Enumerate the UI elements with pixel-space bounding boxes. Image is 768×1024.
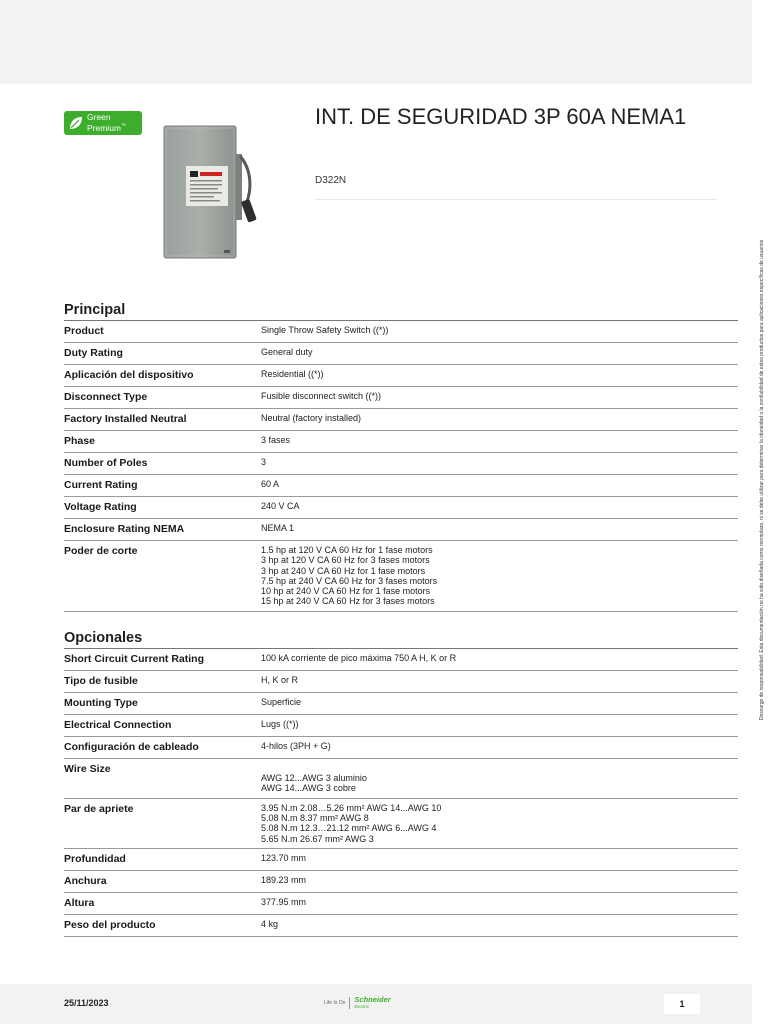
spec-value-line: 3 hp at 240 V CA 60 Hz for 1 fase motors: [261, 565, 426, 576]
footer-date: 25/11/2023: [64, 998, 109, 1008]
spec-label: Configuración de cableado: [64, 741, 199, 753]
spec-value-line: 10 hp at 240 V CA 60 Hz for 1 fase motors: [261, 586, 431, 597]
spec-value: [261, 675, 738, 692]
spec-value: [261, 763, 738, 798]
spec-value: [261, 545, 738, 611]
spec-label: Tipo de fusible: [64, 675, 138, 687]
table-row: [64, 475, 738, 497]
spec-value-line: 7.5 hp at 240 V CA 60 Hz for 3 fases motors: [261, 575, 438, 586]
table-row: [64, 649, 738, 671]
spec-value-line: 3.95 N.m 2.08…5.26 mm² AWG 14...AWG 10: [261, 802, 442, 813]
green-premium-text: Green Premium™: [87, 112, 127, 133]
spec-value-line: 189.23 mm: [261, 875, 307, 886]
spec-label: Profundidad: [64, 853, 126, 866]
title-divider: [315, 199, 717, 200]
spec-value-line: 5.65 N.m 26.67 mm² AWG 3: [261, 833, 374, 844]
schneider-logo: [324, 996, 391, 1010]
product-reference: D322N: [315, 175, 347, 186]
spec-label: Par de apriete: [64, 802, 134, 815]
table-row: [64, 893, 738, 915]
table-row: [64, 737, 738, 759]
spec-value-line: Superficie: [261, 697, 302, 707]
spec-value: [261, 653, 738, 670]
spec-value: [261, 719, 738, 736]
spec-label: Mounting Type: [64, 697, 138, 709]
safety-switch-image: [160, 120, 260, 262]
disclaimer-sidebar: [756, 190, 768, 770]
spec-label: Number of Poles: [64, 457, 148, 469]
spec-label: Peso del producto: [64, 919, 156, 932]
table-row: [64, 759, 738, 799]
opcionales-section: [64, 630, 738, 937]
spec-value-line: 4 kg: [261, 919, 279, 930]
section-heading: Opcionales: [64, 630, 143, 646]
table-row: [64, 799, 738, 849]
spec-value-line: Lugs ((*)): [261, 719, 299, 729]
principal-section: [64, 302, 738, 612]
spec-value-line: 123.70 mm: [261, 853, 307, 864]
spec-value: [261, 803, 738, 848]
table-row: [64, 715, 738, 737]
spec-value: [261, 697, 738, 714]
spec-value-line: AWG 12...AWG 3 aluminio: [261, 773, 367, 783]
spec-value: [261, 369, 738, 386]
section-heading: Principal: [64, 302, 126, 318]
table-row: [64, 365, 738, 387]
spec-value-line: Fusible disconnect switch ((*)): [261, 391, 382, 401]
spec-label: Current Rating: [64, 479, 138, 491]
spec-value-line: 240 V CA: [261, 501, 300, 511]
logo-separator: [349, 997, 350, 1009]
spec-value: [261, 501, 738, 518]
table-row: [64, 343, 738, 365]
spec-value-line: General duty: [261, 347, 313, 357]
table-row: [64, 409, 738, 431]
table-row: [64, 321, 738, 343]
spec-label: Product: [64, 325, 104, 337]
spec-label: Short Circuit Current Rating: [64, 653, 205, 665]
spec-label: Anchura: [64, 875, 107, 888]
spec-label: Poder de corte: [64, 545, 138, 557]
table-row: [64, 915, 738, 937]
spec-label: Factory Installed Neutral: [64, 413, 187, 425]
spec-value-line: Neutral (factory installed): [261, 413, 362, 423]
spec-value-line: 1.5 hp at 120 V CA 60 Hz for 1 fase motors: [261, 545, 433, 555]
spec-value-line: 3 fases: [261, 435, 291, 445]
spec-value-line: 377.95 mm: [261, 897, 307, 908]
spec-value: [261, 875, 738, 892]
spec-value-line: AWG 14...AWG 3 cobre: [261, 783, 356, 794]
table-row: [64, 541, 738, 612]
spec-label: Voltage Rating: [64, 501, 137, 513]
brand-wordmark: Schneider Electric: [354, 995, 391, 1009]
spec-value: [261, 457, 738, 474]
tagline: Life Is On: [324, 1000, 346, 1006]
spec-value-line: 4-hilos (3PH + G): [261, 741, 331, 751]
spec-value: [261, 435, 738, 452]
spec-label: Aplicación del dispositivo: [64, 369, 194, 381]
spec-table: [64, 649, 738, 937]
spec-value-line: Residential ((*)): [261, 369, 324, 379]
table-row: [64, 671, 738, 693]
spec-value-line: 3: [261, 457, 267, 467]
spec-table: [64, 321, 738, 612]
spec-value: [261, 919, 738, 936]
table-row: [64, 431, 738, 453]
spec-label: Wire Size: [64, 763, 111, 775]
spec-label: Disconnect Type: [64, 391, 148, 403]
product-title: INT. DE SEGURIDAD 3P 60A NEMA1: [315, 104, 687, 129]
spec-value-line: 60 A: [261, 479, 280, 489]
spec-value: [261, 523, 738, 540]
spec-value-line: Single Throw Safety Switch ((*)): [261, 325, 389, 335]
spec-value: [261, 479, 738, 496]
spec-value: [261, 347, 738, 364]
table-row: [64, 871, 738, 893]
green-premium-badge: [64, 111, 142, 135]
spec-label: Duty Rating: [64, 347, 123, 359]
table-row: [64, 453, 738, 475]
disclaimer-text: Descargo de responsabilidad: Esta documentación no ha sido diseñada como reemplazo, ni se debe utilizar para determinar la idoneidad o la confiabilidad de estos productos para aplicaciones específicas de usuarios: [759, 239, 765, 721]
spec-value-line: 100 kA corriente de pico máxima 750 A H, K or R: [261, 653, 457, 663]
spec-label: Electrical Connection: [64, 719, 172, 731]
spec-label: Altura: [64, 897, 95, 910]
spec-label: Phase: [64, 435, 95, 447]
table-row: [64, 497, 738, 519]
spec-value-line: 3 hp at 120 V CA 60 Hz for 3 fases motors: [261, 555, 430, 566]
spec-value-line: [261, 763, 738, 773]
spec-value: [261, 413, 738, 430]
page-number: 1: [664, 994, 700, 1014]
spec-value: [261, 897, 738, 914]
spec-value-line: NEMA 1: [261, 523, 295, 533]
spec-value: [261, 741, 738, 758]
spec-value: [261, 391, 738, 408]
leaf-icon: [68, 115, 84, 131]
table-row: [64, 849, 738, 871]
spec-value-line: 5.08 N.m 8.37 mm² AWG 8: [261, 813, 369, 824]
table-row: [64, 387, 738, 409]
spec-value-line: H, K or R: [261, 675, 299, 685]
spec-value: [261, 325, 738, 342]
table-row: [64, 693, 738, 715]
top-band: [0, 0, 752, 84]
spec-value-line: 5.08 N.m 12.3…21.12 mm² AWG 6...AWG 4: [261, 823, 437, 834]
spec-label: Enclosure Rating NEMA: [64, 523, 185, 535]
table-row: [64, 519, 738, 541]
spec-value: [261, 853, 738, 870]
spec-value-line: 15 hp at 240 V CA 60 Hz for 3 fases motors: [261, 596, 435, 607]
